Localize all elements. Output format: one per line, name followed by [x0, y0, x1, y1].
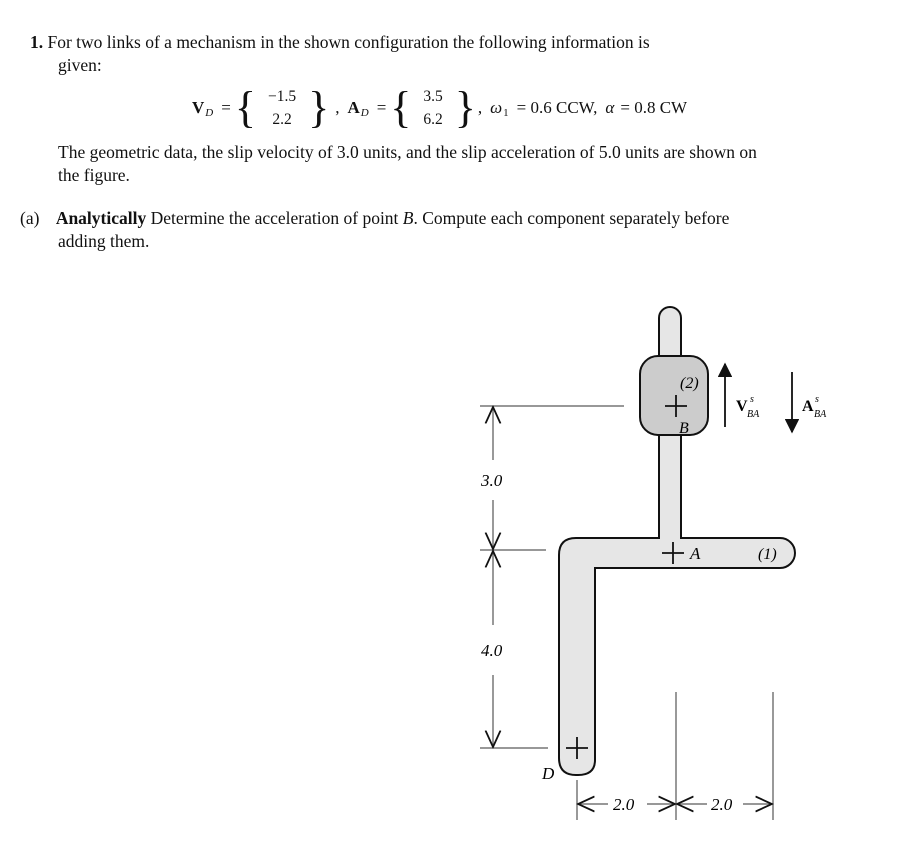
acceleration-x: 3.5 — [423, 88, 443, 105]
dimension-3-0: 3.0 — [481, 471, 503, 490]
omega-value: = 0.6 CCW, — [516, 98, 598, 117]
velocity-y: 2.2 — [272, 111, 292, 128]
link-2-label: (2) — [680, 375, 699, 392]
dimension-h-2-0-left: 2.0 — [613, 795, 635, 814]
geometry-line-1: The geometric data, the slip velocity of 3.0 units, and the slip acceleration of 5.0 units are shown on — [58, 142, 757, 162]
problem-line-2: given: — [58, 55, 102, 75]
alpha-symbol: α — [605, 98, 615, 117]
link-1-body — [559, 538, 795, 775]
slip-accel-sup: s — [815, 394, 819, 405]
point-a-label: A — [690, 544, 701, 563]
velocity-subscript: D — [205, 107, 214, 119]
slider-link-2 — [640, 356, 708, 435]
acceleration-y: 6.2 — [423, 111, 443, 128]
slip-velocity-sup: s — [750, 394, 754, 405]
slip-accel-label: A — [802, 398, 814, 415]
slip-accel-sub: BA — [814, 409, 827, 420]
slip-velocity-label: V — [736, 398, 748, 415]
link-1-label: (1) — [758, 546, 777, 563]
part-a-text: Determine the acceleration of point — [150, 208, 399, 228]
acceleration-subscript: D — [360, 107, 369, 119]
omega-subscript: 1 — [503, 107, 509, 119]
omega-symbol: ω — [490, 98, 503, 117]
part-a-text-cont: . Compute each component separately before — [413, 208, 730, 228]
problem-intro: For two links of a mechanism in the shown configuration the following information is — [47, 32, 650, 52]
problem-number: 1. — [30, 32, 44, 52]
part-a-point: B — [402, 208, 414, 228]
geometry-line-2: the figure. — [58, 165, 130, 185]
point-b-label: B — [679, 420, 689, 437]
horizontal-dimensions — [577, 692, 773, 820]
velocity-symbol: V — [192, 98, 205, 117]
part-a-bold: Analytically — [55, 208, 147, 228]
dimension-h-2-0-right: 2.0 — [711, 795, 733, 814]
velocity-x: −1.5 — [267, 88, 297, 105]
acceleration-symbol: A — [347, 98, 360, 117]
part-a-line-2: adding them. — [58, 231, 150, 251]
point-d-label: D — [542, 764, 555, 783]
given-equations: V D = { −1.5 2.2 } , A D = { 3.5 6.2 } , ω 1 = 0.6 CCW, α = 0.8 CW — [192, 83, 688, 132]
slip-velocity-sub: BA — [747, 409, 760, 420]
dimension-4-0: 4.0 — [481, 641, 503, 660]
part-a-label: (a) — [20, 208, 40, 228]
alpha-value: = 0.8 CW — [620, 98, 688, 117]
vertical-dimensions — [480, 406, 624, 748]
